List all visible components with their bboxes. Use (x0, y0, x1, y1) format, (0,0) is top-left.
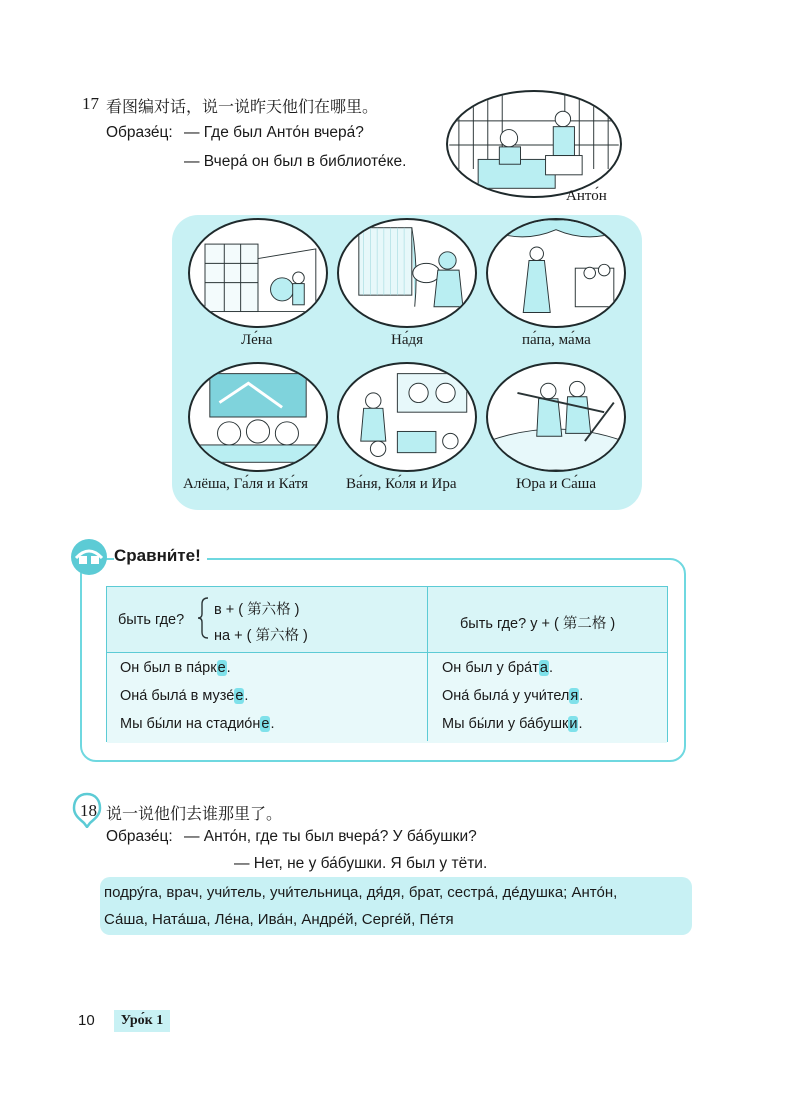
compare-left-row: Он был в па́рке. (120, 660, 231, 676)
compare-right-row: Он был у бра́та. (442, 660, 553, 676)
caption-nadya: На́дя (391, 332, 424, 348)
word-list-line-2: Са́ша, Ната́ша, Ле́на, Ива́н, Андре́й, Серге́й, Пе́тя (104, 911, 454, 928)
exercise-17-sample-question: — Где был Анто́н вчера́? (184, 124, 364, 141)
theatre-illustration (486, 218, 626, 328)
page-number: 10 (78, 1012, 95, 1029)
compare-right-row: Она́ была́ у учи́теля. (442, 688, 584, 704)
compare-table-divider (427, 587, 428, 741)
caption-lena: Ле́на (241, 332, 273, 348)
caption-anton: Анто́н (566, 188, 607, 204)
compare-left-row: Мы бы́ли на стадио́не. (120, 716, 275, 732)
lesson-label: Уро́к 1 (114, 1010, 170, 1032)
compare-heading: Сравни́те! (114, 546, 207, 566)
caption-alyosha: Алёша, Га́ля и Ка́тя (183, 476, 309, 492)
compare-left-option-v: в + ( 第六格 ) (214, 602, 300, 618)
compare-left-option-na: на + ( 第六格 ) (214, 628, 308, 644)
classroom-illustration (337, 362, 477, 472)
brace-icon (196, 596, 210, 640)
compare-right-header: быть где? у + ( 第二格 ) (460, 616, 616, 632)
cinema-illustration (188, 362, 328, 472)
library-illustration (446, 90, 622, 198)
caption-parents: па́па, ма́ма (522, 332, 591, 348)
exercise-17-sample-label: Образе́ц: (106, 124, 173, 141)
compare-left-header: быть где? (118, 612, 185, 628)
caption-yura: Юра и Са́ша (516, 476, 596, 492)
exercise-18-instruction: 说一说他们去谁那里了。 (106, 806, 283, 823)
caption-vanya: Ва́ня, Ко́ля и Ира (346, 476, 457, 492)
exercise-18-number: 18 (80, 801, 97, 820)
street-illustration (188, 218, 328, 328)
word-list-line-1: подру́га, врач, учи́тель, учи́тельница, дя́дя, брат, сестра́, де́душка; Анто́н, (104, 884, 618, 901)
compare-right-row: Мы бы́ли у ба́бушки. (442, 716, 583, 732)
exercise-17-sample-answer: — Вчера́ он был в библиоте́ке. (184, 153, 407, 170)
exercise-18-sample-answer: — Нет, не у ба́бушки. Я был у тёти. (234, 855, 488, 872)
exercise-17-number: 17 (82, 94, 99, 113)
exercise-18-sample-label: Образе́ц: (106, 828, 173, 845)
hockey-illustration (486, 362, 626, 472)
exercise-18-sample-question: — Анто́н, где ты был вчера́? У ба́бушки? (184, 828, 477, 845)
room-illustration (337, 218, 477, 328)
compare-left-row: Она́ была́ в музе́е. (120, 688, 249, 704)
compare-icon (68, 538, 110, 576)
exercise-17-instruction: 看图编对话，说一说昨天他们在哪里。 (106, 99, 379, 116)
